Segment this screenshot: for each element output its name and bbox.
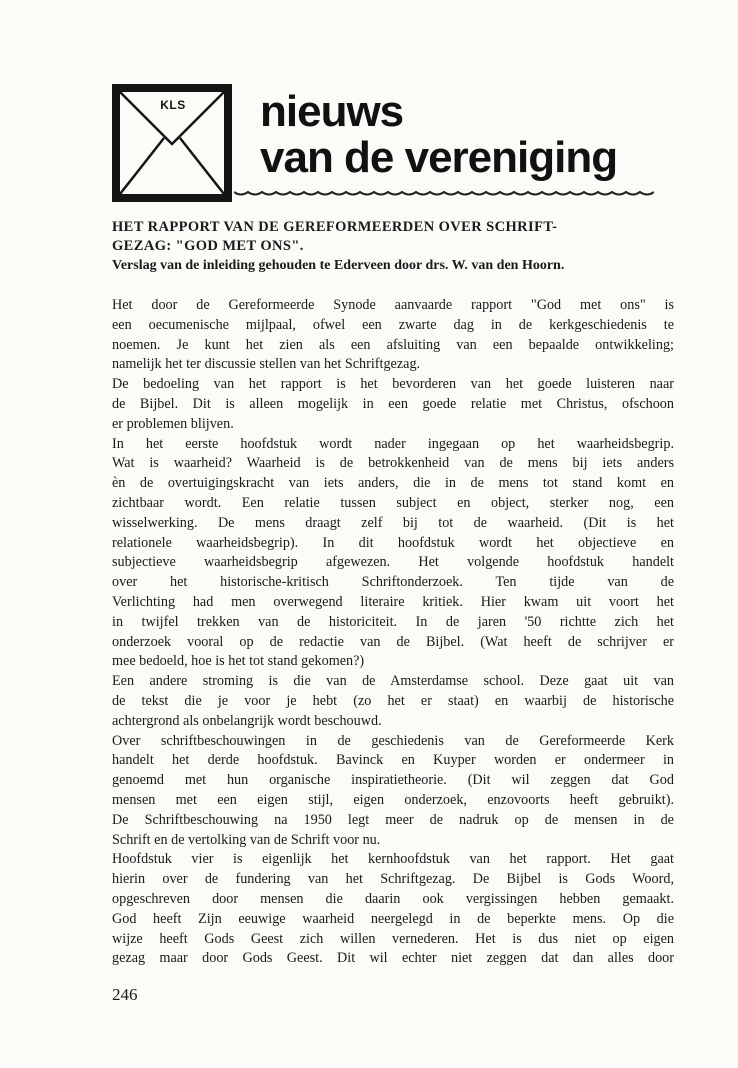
body-line: Verlichting had men overwegend literaire kritiek. Hier kwam uit voort het [112,593,674,610]
body-line: wisselwerking. De mens draagt zelf bij tot de waarheid. (Dit is het [112,514,674,531]
body-line: de tekst die je voor je hebt (zo het er staat) en waarbij de historische [112,692,674,709]
body-line: genoemd met hun organische inspiratietheorie. (Dit wil zeggen dat God [112,772,674,789]
kls-envelope-logo [112,84,232,202]
article-header [112,218,674,275]
body-line: Een andere stroming is die van de Amsterdamse school. Deze gaat uit van [112,673,674,690]
body-line: relationele waarheidsbegrip). In dit hoofdstuk wordt het objectieve en [112,534,674,551]
body-line: hierin over de fundering van het Schriftgezag. De Bijbel is Gods Woord, [112,871,674,888]
body-line: er problemen blijven. [112,415,234,432]
article-subtitle: Verslag van de inleiding gehouden te Ederveen door drs. W. van den Hoorn. [112,258,565,273]
body-line: Schrift en de vertolking van de Schrift voor nu. [112,831,381,848]
article-body [112,296,674,969]
body-line: mensen met een eigen stijl, eigen onderzoek, enzovoorts heeft gebruikt). [112,791,674,808]
body-line: wijze heeft Gods Geest zich willen vernederen. Het is dus niet op eigen [112,930,674,947]
body-line: een oecumenische mijlpaal, ofwel een zwarte dag in de kerkgeschiedenis te [112,316,674,333]
body-line: de Bijbel. Dit is alleen mogelijk in een goede relatie met Christus, ofschoon [112,395,674,412]
logo-text: KLS [160,98,186,112]
article-title-line-2: GEZAG: "GOD MET ONS". [112,238,304,254]
body-line: handelt het derde hoofdstuk. Bavinck en Kuyper worden er ondermeer in [112,752,674,769]
wavy-rule [234,188,654,198]
body-line: noemen. Je kunt het zien als een afsluiting van een bepaalde ontwikkeling; [112,336,674,353]
body-line: In het eerste hoofdstuk wordt nader ingegaan op het waarheidsbegrip. [112,435,674,452]
body-line: zichtbaar wordt. Een relatie tussen subject en object, sterker nog, een [112,494,674,511]
body-line: God heeft Zijn eeuwige waarheid neergelegd in de beperkte mens. Op die [112,910,674,927]
body-line: gezag maar door Gods Geest. Dit wil echter niet zeggen dat dan alles door [112,950,674,967]
article-title-line-1: HET RAPPORT VAN DE GEREFORMEERDEN OVER SCHRIFT- [112,219,558,235]
body-line: Over schriftbeschouwingen in de geschiedenis van de Gereformeerde Kerk [112,732,674,749]
body-line: namelijk het ter discussie stellen van het Schriftgezag. [112,356,421,373]
body-line: over het historische-kritisch Schriftonderzoek. Ten tijde van de [112,574,674,591]
body-line: subjectieve waarheidsbegrip afgewezen. Het volgende hoofdstuk handelt [112,554,674,571]
body-line: De Schriftbeschouwing na 1950 legt meer de nadruk op de mensen in de [112,811,674,828]
body-line: Wat is waarheid? Waarheid is de betrokkenheid van de mens bij iets anders [112,455,674,472]
body-line: èn de overtuigingskracht van iets anders, die in de mens tot stand komt en [112,475,674,492]
body-line: opgeschreven door mensen die daarin ook vergissingen hebben gemaakt. [112,890,674,907]
page-number: 246 [112,985,138,1004]
body-line: in twijfel trekken van de historiciteit. In de jaren '50 richtte zich het [112,613,674,630]
body-line: Het door de Gereformeerde Synode aanvaarde rapport "God met ons" is [112,297,674,313]
body-line: mee bedoeld, hoe is het tot stand gekomen?) [112,653,365,670]
body-line: achtergrond als onbelangrijk wordt beschouwd. [112,712,382,729]
body-line: De bedoeling van het rapport is het bevorderen van het goede luisteren naar [112,376,674,393]
body-line: onderzoek vooral op de redactie van de Bijbel. (Wat heeft de schrijver er [112,633,674,650]
heading-van-de-vereniging: van de vereniging [260,133,618,182]
body-line: Hoofdstuk vier is eigenlijk het kernhoofdstuk van het rapport. Het gaat [112,851,674,868]
masthead [112,84,672,204]
heading-nieuws: nieuws [260,87,404,136]
